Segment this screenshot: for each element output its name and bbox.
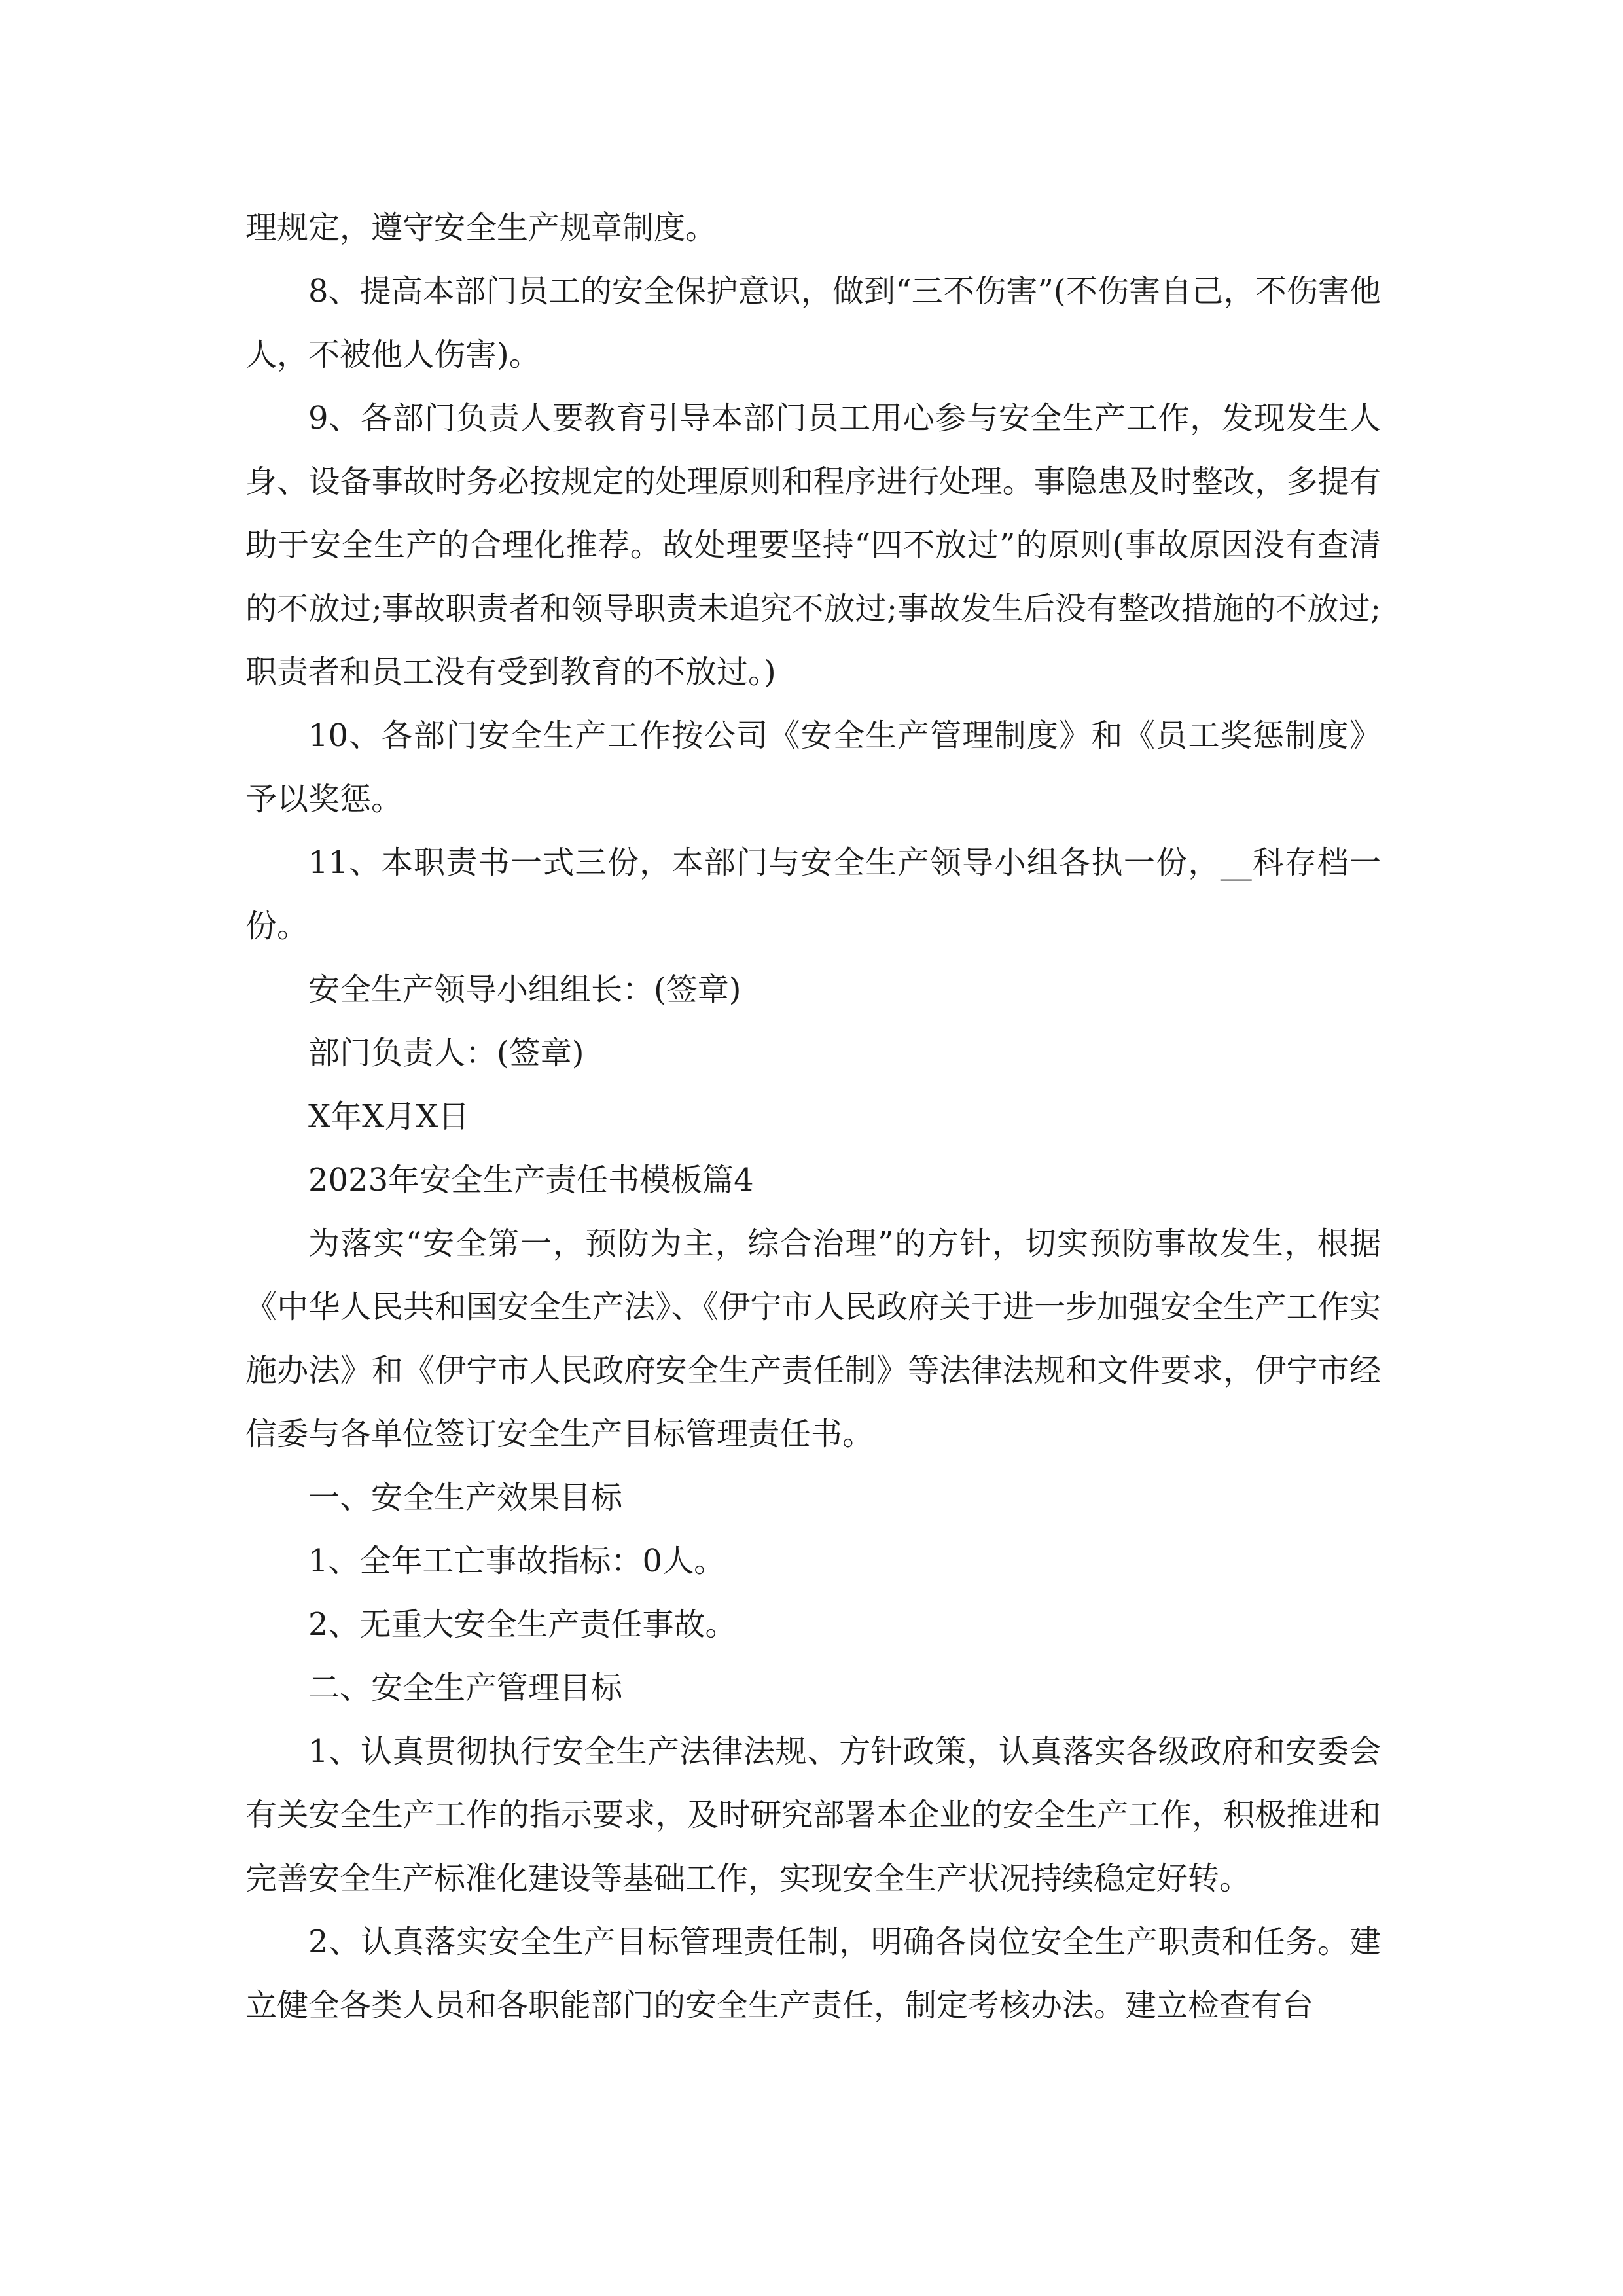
goal-item-1: 1、全年工亡事故指标：0人。 xyxy=(308,1543,726,1579)
paragraph-continuation: 理规定，遵守安全生产规章制度。 xyxy=(245,209,717,246)
heading-management-goals: 二、安全生产管理目标 xyxy=(308,1670,623,1706)
date-line: X年X月X日 xyxy=(308,1098,470,1135)
paragraph-item-11: 11、本职责书一式三份，本部门与安全生产领导小组各执一份，__科存档一份。 xyxy=(245,844,1381,944)
document-body xyxy=(245,196,1381,2037)
management-item-1: 1、认真贯彻执行安全生产法律法规、方针政策，认真落实各级政府和安委会有关安全生产工作的指示要求，及时研究部署本企业的安全生产工作，积极推进和完善安全生产标准化建设等基础工作，实现安全生产状况持续稳定好转。 xyxy=(245,1733,1381,1897)
heading-result-goals: 一、安全生产效果目标 xyxy=(308,1479,623,1516)
paragraph-item-9: 9、各部门负责人要教育引导本部门员工用心参与安全生产工作，发现发生人身、设备事故时务必按规定的处理原则和程序进行处理。事隐患及时整改，多提有助于安全生产的合理化推荐。故处理要坚持“四不放过”的原则(事故原因没有查清的不放过;事故职责者和领导职责未追究不放过;事故发生后没有整改措施的不放过;职责者和员工没有受到教育的不放过。) xyxy=(245,400,1381,691)
goal-item-2: 2、无重大安全生产责任事故。 xyxy=(308,1606,737,1643)
paragraph-item-8: 8、提高本部门员工的安全保护意识，做到“三不伤害”(不伤害自己，不伤害他人，不被他人伤害)。 xyxy=(245,273,1381,373)
signature-leader-line: 安全生产领导小组组长：(签章) xyxy=(308,971,741,1008)
section-title: 2023年安全生产责任书模板篇4 xyxy=(308,1162,754,1198)
paragraph-item-10: 10、各部门安全生产工作按公司《安全生产管理制度》和《员工奖惩制度》予以奖惩。 xyxy=(245,717,1381,817)
paragraph-intro: 为落实“安全第一，预防为主，综合治理”的方针，切实预防事故发生，根据《中华人民共和国安全生产法》、《伊宁市人民政府关于进一步加强安全生产工作实施办法》和《伊宁市人民政府安全生产责任制》等法律法规和文件要求，伊宁市经信委与各单位签订安全生产目标管理责任书。 xyxy=(245,1225,1381,1452)
signature-department-line: 部门负责人：(签章) xyxy=(308,1035,584,1071)
management-item-2: 2、认真落实安全生产目标管理责任制，明确各岗位安全生产职责和任务。建立健全各类人员和各职能部门的安全生产责任，制定考核办法。建立检查有台 xyxy=(245,1924,1381,2024)
